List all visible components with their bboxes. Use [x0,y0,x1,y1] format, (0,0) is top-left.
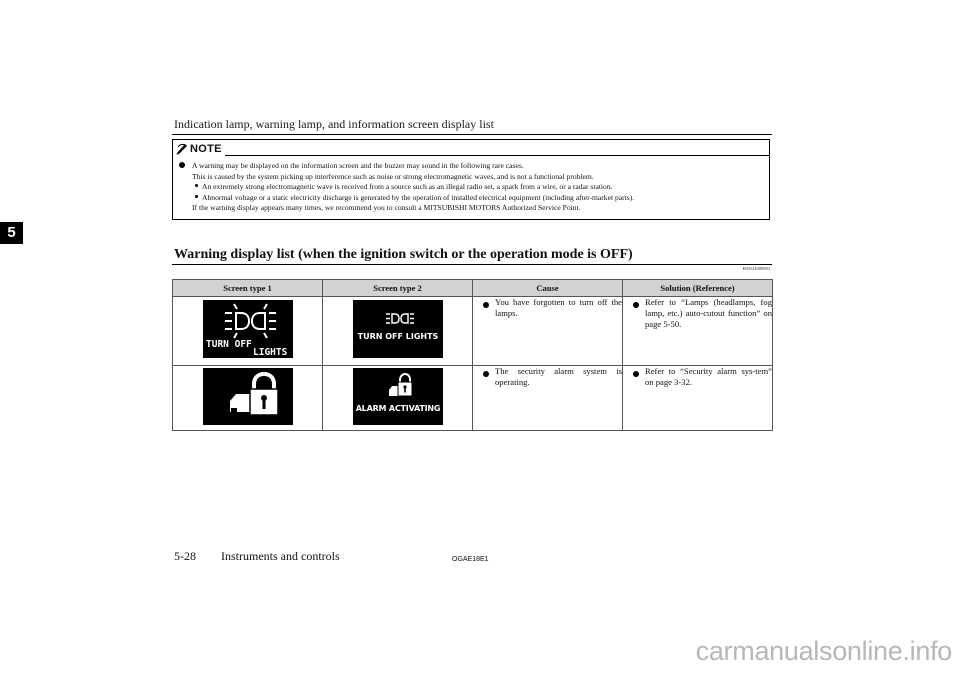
table-row [173,297,773,366]
security-alarm-icon [353,368,443,425]
note-text: Abnormal voltage or a static electricity discharge is generated by the operation of installed electrical equipment (including after-market parts). [202,192,635,202]
note-label: NOTE [190,143,222,155]
screen-type-1-display [203,300,293,358]
note-line [179,193,763,204]
footer-page-number: 5-28 [174,549,196,563]
bullet-icon [195,195,198,198]
footer-section-name: Instruments and controls [221,549,340,563]
column-header: Screen type 1 [173,280,323,297]
note-line [179,182,763,193]
watermark-link[interactable]: carmanualsonline.info [695,636,952,666]
screen-type-2-display [353,300,443,358]
headlamp-icon [353,300,443,358]
bullet-icon [195,184,198,187]
note-text: An extremely strong electromagnetic wave is received from a source such as an illegal radio set, a spark from a wire, or a radar station. [202,182,613,191]
screen-type-2-cell [323,297,473,366]
table-header-row [173,280,773,297]
bullet-icon [179,162,185,168]
note-text: This is caused by the system picking up interference such as noise or strong electromagnetic waves, and is not a functional problem. [192,171,594,181]
note-text: If the warning display appears many times, we recommend you to consult a MITSUBISHI MOTORS Authorized Service Point. [192,203,581,212]
column-header: Solution (Reference) [623,280,773,297]
solution-cell [623,297,773,366]
column-header: Screen type 2 [323,280,473,297]
table-row [173,366,773,431]
bullet-icon [633,371,639,377]
bullet-icon [483,302,489,308]
footer-document-code: OGAE18E1 [452,556,489,563]
section-divider [172,264,772,265]
column-header: Cause [473,280,623,297]
section-code: E00524000983 [742,266,770,271]
screen-type-2-cell [323,366,473,431]
cause-text: You have forgotten to turn off the lamps. [495,297,622,318]
screen-type-1-cell [173,297,323,366]
solution-text: Refer to “Lamps (headlamps, fog lamp, etc.) auto-cutout function” on page 5-50. [645,297,772,329]
screen-text: TURN OFF LIGHTS [357,332,439,341]
screen-type-2-display [353,368,443,425]
note-divider [225,155,769,156]
note-line [179,161,763,172]
warning-display-table [172,279,773,431]
bullet-icon [633,302,639,308]
cause-cell [473,366,623,431]
note-line [179,203,763,214]
screen-text: TURN OFF [206,339,252,350]
cause-cell [473,297,623,366]
security-alarm-icon [203,368,293,425]
chapter-tab: 5 [0,222,23,244]
header-divider [172,134,772,135]
note-box [172,139,770,220]
pencil-note-icon [176,143,188,155]
solution-cell [623,366,773,431]
section-title: Warning display list (when the ignition switch or the operation mode is OFF) [174,247,633,262]
note-header [176,141,222,157]
screen-text: LIGHTS [253,347,288,358]
page-header-title: Indication lamp, warning lamp, and information screen display list [174,117,494,131]
screen-type-1-display [203,368,293,425]
screen-text: ALARM ACTIVATING [355,404,441,413]
bullet-icon [483,371,489,377]
cause-text: The security alarm system is operating. [495,366,622,387]
screen-type-1-cell [173,366,323,431]
solution-text: Refer to “Security alarm sys-tem” on page 3-32. [645,366,772,387]
note-body [179,161,763,214]
note-line [179,172,763,183]
note-text: A warning may be displayed on the information screen and the buzzer may sound in the following rare cases. [192,161,524,170]
